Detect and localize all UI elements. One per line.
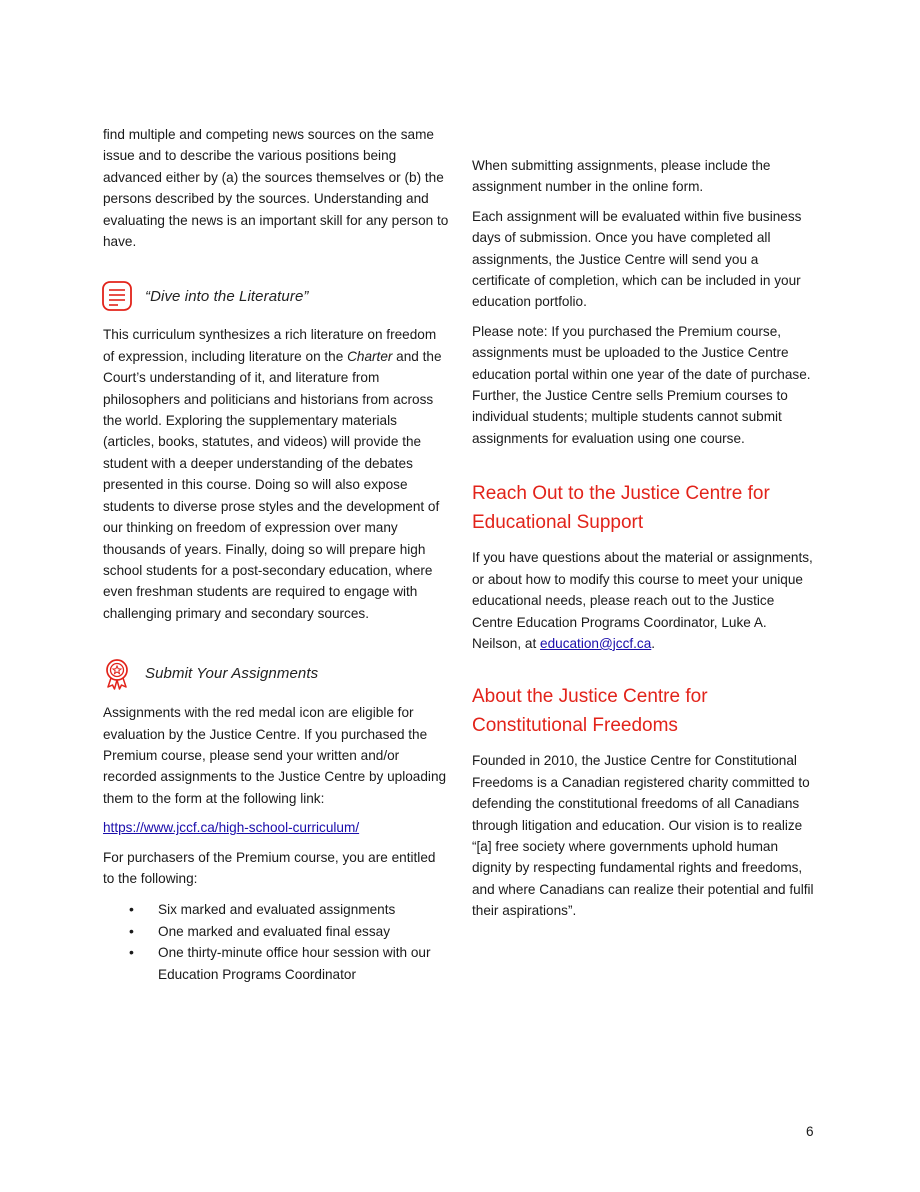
literature-title: “Dive into the Literature” (145, 287, 309, 305)
reach-out-paragraph (472, 547, 818, 654)
literature-text-2: and the Court’s understanding of it, and literature from philosophers and politicians and historians from across the world. Exploring the supplementary materials (articles, books, statutes, and videos) will provide the student with a deeper understanding of the debates presented in this course. Doing so will also expose students to diverse prose styles and the development of our thinking on freedom of expression over many thousands of years. Finally, doing so will prepare high school students for a post-secondary education, where even freshman students are required to engage with challenging primary and secondary sources. (103, 348, 442, 621)
reach-out-heading: Reach Out to the Justice Centre for Educational Support (472, 483, 770, 534)
document-lines-icon (99, 280, 135, 312)
literature-paragraph (103, 324, 450, 624)
right-column (472, 155, 818, 930)
list-item: • Six marked and evaluated assignments (103, 899, 450, 920)
list-item: • One thirty-minute office hour session with our Education Programs Coordinator (103, 942, 450, 985)
assignments-title: Submit Your Assignments (145, 665, 319, 683)
education-email-link[interactable]: education@jccf.ca (540, 635, 652, 651)
charter-emphasis: Charter (347, 348, 393, 364)
premium-paragraph: For purchasers of the Premium course, you are entitled to the following: (103, 849, 436, 886)
about-paragraph: Founded in 2010, the Justice Centre for Constitutional Freedoms is a Canadian registered charity committed to defending the constitutional freedoms of all Canadians through litigation and education. Our vision is to realize “[a] free society where governments uphold human dignity by respecting fundamental rights and freedoms, and where Canadians can realize their potential and fulfil their aspirations”. (472, 753, 814, 919)
assignments-section-header (103, 658, 450, 690)
submission-paragraph: When submitting assignments, please include the assignment number in the online form. (472, 158, 771, 195)
intro-paragraph: find multiple and competing news sources on the same issue and to describe the various positions being advanced either by (a) the sources themselves or (b) the persons described by the sources. Understanding and evaluating the news is an important skill for any person to have. (103, 127, 449, 250)
premium-benefits-list (103, 899, 450, 985)
list-item: • One marked and evaluated final essay (103, 921, 450, 942)
left-column (103, 124, 450, 985)
curriculum-link[interactable]: https://www.jccf.ca/high-school-curriculum/ (103, 820, 360, 836)
literature-text-1: This curriculum synthesizes a rich literature on freedom of expression, including literature on the (103, 327, 437, 364)
evaluation-paragraph: Each assignment will be evaluated within five business days of submission. Once you have completed all assignments, the Justice Centre will send you a certificate of completion, which can be included in your education portfolio. (472, 208, 802, 310)
page-number: 6 (806, 1124, 814, 1139)
about-heading: About the Justice Centre for Constitutional Freedoms (472, 686, 708, 737)
please-note-paragraph: Please note: If you purchased the Premium course, assignments must be uploaded to the Justice Centre education portal within one year of the date of purchase. Further, the Justice Centre sells Premium courses to individual students; multiple students cannot submit assignments for evaluation using one course. (472, 323, 811, 446)
curriculum-link-line (103, 817, 450, 838)
assignments-paragraph: Assignments with the red medal icon are eligible for evaluation by the Justice Centre. If you purchased the Premium course, please send your written and/or recorded assignments to the Justice Centre by uploading them to the form at the following link: (103, 705, 447, 806)
medal-icon (99, 658, 135, 690)
reach-out-period: . (651, 635, 656, 651)
literature-section-header (103, 280, 450, 312)
reach-out-text: If you have questions about the material or assignments, or about how to modify this course to meet your unique educational needs, please reach out to the Justice Centre Education Programs Coordinator, Luke A. Neilson, at (472, 550, 813, 651)
